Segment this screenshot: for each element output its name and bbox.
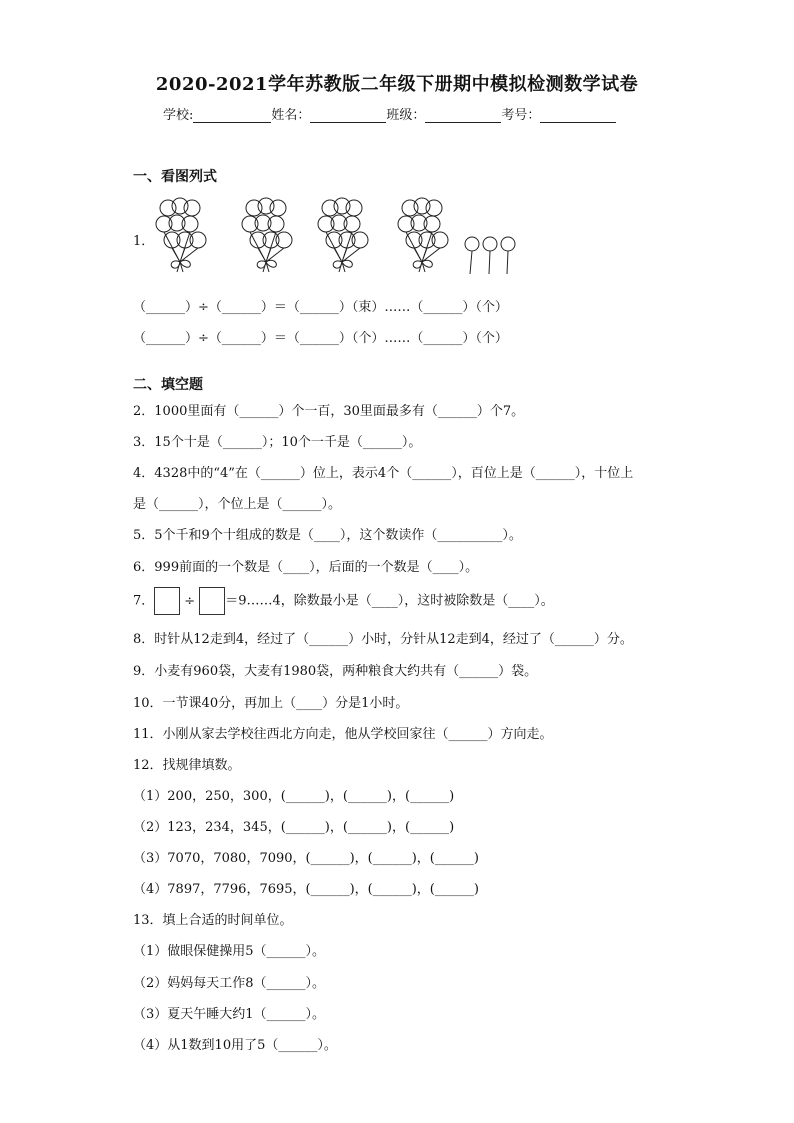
school-label: 学校: [163, 108, 194, 123]
question-12-2: （2）123，234，345，(______)，(______)，(______) [133, 820, 455, 835]
question-4-line-2: 是（______），个位上是（______）。 [133, 497, 342, 512]
question-13-3: （3）夏天午睡大约1（______）。 [133, 1007, 326, 1022]
question-6: 6．999前面的一个数是（____），后面的一个数是（____）。 [133, 560, 479, 575]
section-1-heading: 一、看图列式 [133, 169, 217, 185]
class-blank[interactable] [425, 108, 501, 123]
question-13-1: （1）做眼保健操用5（______）。 [133, 944, 326, 959]
question-2: 2．1000里面有（______）个一百，30里面最多有（______）个7。 [133, 404, 525, 419]
question-4-line-1: 4．4328中的“4”在（______）位上，表示4个（______），百位上是（______），十位上 [133, 466, 634, 481]
question-8: 8．时针从12走到4，经过了（______）小时，分针从12走到4，经过了（______）分。 [133, 632, 633, 647]
dividend-box[interactable] [154, 587, 180, 615]
name-blank[interactable] [310, 108, 386, 123]
divisor-box[interactable] [199, 587, 225, 615]
balloon-bundle-icon [156, 198, 206, 272]
q1-equation-1: （______）÷（______）＝（______）（束）……（______）（个） [133, 300, 508, 315]
page-title: 2020-2021学年苏教版二年级下册期中模拟检测数学试卷 [155, 74, 639, 95]
q1-number: 1． [133, 234, 155, 249]
question-11: 11．小刚从家去学校往西北方向走，他从学校回家往（______）方向走。 [133, 727, 553, 742]
divide-sign: ÷ [184, 593, 196, 609]
number-blank[interactable] [540, 108, 616, 123]
question-9: 9．小麦有960袋，大麦有1980袋，两种粮食大约共有（______）袋。 [133, 664, 538, 679]
question-7 [133, 587, 554, 615]
question-12-3: （3）7070，7080，7090，(______)，(______)，(______) [133, 851, 479, 866]
section-2-heading: 二、填空题 [133, 377, 203, 393]
question-10: 10．一节课40分，再加上（____）分是1小时。 [133, 696, 409, 711]
question-12-1: （1）200，250，300，(______)，(______)，(______) [133, 789, 455, 804]
question-12-4: （4）7897，7796，7695，(______)，(______)，(______) [133, 882, 479, 897]
question-13-4: （4）从1数到10用了5（______）。 [133, 1038, 337, 1053]
name-label: 姓名： [271, 108, 311, 123]
question-13-2: （2）妈妈每天工作8（______）。 [133, 976, 326, 991]
school-blank[interactable] [193, 108, 271, 123]
number-label: 考号： [501, 108, 541, 123]
question-12: 12．找规律填数。 [133, 758, 241, 773]
q7-number: 7． [133, 593, 155, 609]
class-label: 班级： [386, 108, 426, 123]
student-info-row [163, 104, 616, 123]
q7-text: ＝9……4，除数最小是（____），这时被除数是（____）。 [225, 593, 554, 609]
single-balloons-icon [465, 237, 515, 274]
question-3: 3．15个十是（______）；10个一千是（______）。 [133, 435, 422, 450]
question-13: 13．填上合适的时间单位。 [133, 913, 293, 928]
balloon-bundles-figure [150, 196, 530, 280]
q1-equation-2: （______）÷（______）＝（______）（个）……（______）（个） [133, 331, 508, 346]
question-5: 5．5个千和9个十组成的数是（____），这个数读作（__________）。 [133, 528, 522, 543]
